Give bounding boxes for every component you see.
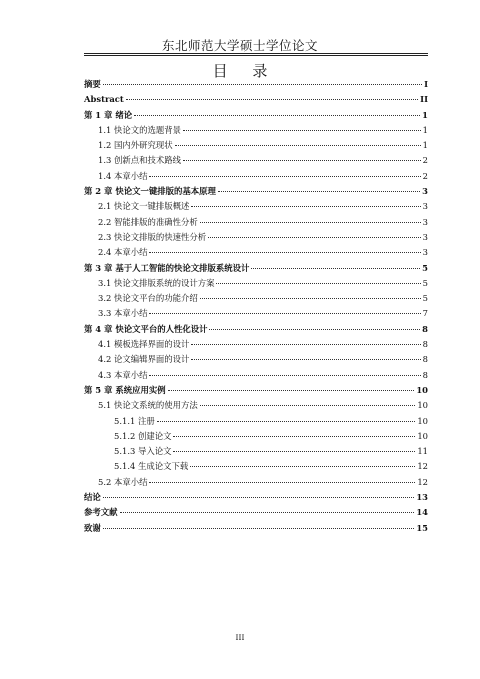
toc-entry-label: 第 1 章 绪论 [84,109,133,120]
toc-entry[interactable] [84,352,428,367]
toc-entry-label: 2.3 快论文排版的快速性分析 [98,231,207,242]
toc-entry[interactable] [84,368,428,383]
toc-entry[interactable] [84,521,428,536]
toc-entry-label: 2.2 智能排版的准确性分析 [98,216,198,227]
toc-dot-leader [126,99,418,100]
toc-entry[interactable] [84,230,428,245]
toc-entry-label: 参考文献 [84,507,118,518]
toc-entry-label: 结论 [84,492,101,503]
toc-entry[interactable] [84,92,428,107]
toc-dot-leader [149,176,420,177]
toc-entry-label: 第 3 章 基于人工智能的快论文排版系统设计 [84,262,250,273]
toc-entry-label: 第 2 章 快论文一键排版的基本原理 [84,186,216,197]
toc-dot-leader [251,268,420,269]
toc-dot-leader [191,206,420,207]
header-rule-thick [84,55,428,56]
toc-entry[interactable] [84,505,428,520]
toc-entry-page: 10 [416,384,428,395]
toc-entry-label: 3.3 本章小结 [98,308,148,319]
toc-entry[interactable] [84,444,428,459]
toc-entry[interactable] [84,77,428,92]
toc-dot-leader [200,222,421,223]
toc-entry-page: 12 [417,461,428,472]
toc-entry[interactable] [84,459,428,474]
toc-entry[interactable] [84,138,428,153]
toc-dot-leader [149,375,420,376]
toc-entry-label: 5.1.3 导入论文 [114,446,172,457]
toc-dot-leader [216,283,420,284]
toc-entry-label: 1.3 创新点和技术路线 [98,155,181,166]
toc-entry[interactable] [84,429,428,444]
toc-dot-leader [191,344,420,345]
toc-entry-page: 14 [416,507,428,518]
toc-title: 目 录 [212,62,278,80]
toc-entry-page: 3 [422,201,428,212]
toc-entry[interactable] [84,276,428,291]
toc-dot-leader [157,421,416,422]
toc-dot-leader [183,130,421,131]
toc-entry[interactable] [84,490,428,505]
toc-entry-page: 3 [422,186,428,197]
toc-dot-leader [173,451,415,452]
toc-entry[interactable] [84,199,428,214]
toc-entry-page: 8 [422,339,428,350]
toc-entry-label: 5.1.1 注册 [114,415,155,426]
toc-entry-page: 8 [422,354,428,365]
toc-entry[interactable] [84,184,428,199]
toc-dot-leader [149,482,415,483]
toc-entry-label: 1.2 国内外研究现状 [98,140,173,151]
toc-entry-label: 摘要 [84,79,101,89]
toc-dot-leader [209,329,420,330]
toc-entry[interactable] [84,306,428,321]
toc-entry-page: 11 [417,446,428,457]
toc-entry-label: 5.1.4 生成论文下载 [114,461,189,472]
toc-entry-label: 1.4 本章小结 [98,170,148,181]
toc-entry-label: 3.2 快论文平台的功能介绍 [98,293,198,304]
toc-entry-label: 致谢 [84,522,101,533]
toc-entry[interactable] [84,383,428,398]
toc-entry-label: 3.1 快论文排版系统的设计方案 [98,277,215,288]
toc-dot-leader [149,313,420,314]
toc-entry[interactable] [84,261,428,276]
toc-entry[interactable] [84,475,428,490]
toc-dot-leader [175,145,421,146]
toc-entry-page: 2 [422,155,428,166]
toc-dot-leader [200,298,421,299]
toc-entry-page: 1 [422,124,428,135]
toc-entry-page: 10 [417,400,428,411]
toc-entry[interactable] [84,108,428,123]
toc-entry[interactable] [84,291,428,306]
toc-entry-label: 第 4 章 快论文平台的人性化设计 [84,323,208,334]
toc-entry-page: 2 [422,170,428,181]
toc-entry-page: 10 [417,430,428,441]
table-of-contents [84,77,428,536]
toc-entry[interactable] [84,398,428,413]
toc-entry-page: 8 [422,323,428,334]
toc-dot-leader [168,390,415,391]
toc-entry-page: 8 [422,369,428,380]
toc-entry-page: I [424,79,428,89]
toc-entry-page: 7 [422,308,428,319]
toc-entry-page: 12 [417,476,428,487]
toc-entry-page: 1 [422,109,428,120]
toc-entry-page: 13 [416,492,428,503]
toc-entry-label: Abstract [84,94,124,105]
toc-entry-label: 2.1 快论文一键排版概述 [98,201,190,212]
toc-dot-leader [103,84,422,85]
toc-entry-page: 3 [422,247,428,258]
toc-entry-page: 5 [422,277,428,288]
toc-entry-page: II [420,94,428,105]
toc-dot-leader [103,497,415,498]
toc-entry-label: 5.1 快论文系统的使用方法 [98,400,198,411]
toc-entry-label: 5.1.2 创建论文 [114,430,172,441]
toc-entry[interactable] [84,414,428,429]
toc-entry[interactable] [84,337,428,352]
toc-entry[interactable] [84,245,428,260]
toc-entry-label: 4.2 论文编辑界面的设计 [98,354,190,365]
toc-dot-leader [208,237,421,238]
toc-dot-leader [218,191,420,192]
toc-dot-leader [149,252,420,253]
toc-entry-page: 3 [422,231,428,242]
toc-entry[interactable] [84,123,428,138]
toc-dot-leader [191,359,420,360]
toc-entry[interactable] [84,169,428,184]
toc-dot-leader [173,436,415,437]
toc-entry-label: 2.4 本章小结 [98,247,148,258]
toc-entry-page: 1 [422,140,428,151]
toc-dot-leader [103,528,415,529]
toc-entry[interactable] [84,322,428,337]
toc-entry-label: 5.2 本章小结 [98,476,148,487]
toc-entry[interactable] [84,153,428,168]
toc-entry-page: 3 [422,216,428,227]
toc-entry-label: 4.3 本章小结 [98,369,148,380]
toc-dot-leader [120,512,415,513]
toc-entry-page: 5 [422,262,428,273]
toc-dot-leader [200,405,416,406]
header-rule-thin [84,53,428,54]
toc-dot-leader [190,466,415,467]
toc-entry-label: 第 5 章 系统应用实例 [84,384,166,395]
toc-entry-label: 1.1 快论文的选题背景 [98,124,181,135]
toc-entry-page: 10 [417,415,428,426]
toc-entry-page: 5 [422,293,428,304]
running-header: 东北师范大学硕士学位论文 [161,38,318,53]
toc-dot-leader [183,160,421,161]
page-number: III [235,633,245,642]
toc-dot-leader [134,115,420,116]
toc-entry[interactable] [84,215,428,230]
toc-entry-label: 4.1 模板选择界面的设计 [98,339,190,350]
toc-entry-page: 15 [416,522,428,533]
